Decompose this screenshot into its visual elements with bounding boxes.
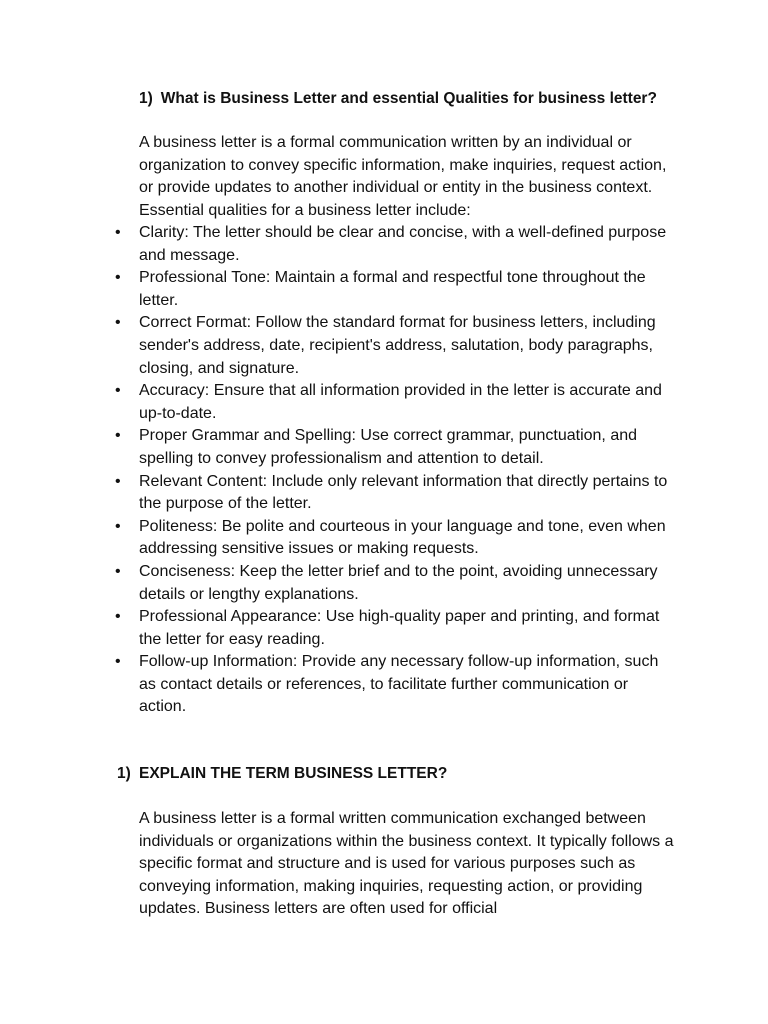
business-letter-intro: A business letter is a formal communication written by an individual or organization to convey specific information, make inquiries, request action, or provide updates to another individual or entity in the business context. Essential qualities for a business letter include:: [139, 134, 667, 219]
question-2-heading: [117, 763, 447, 785]
list-item: • Accuracy: Ensure that all information provided in the letter is accurate and up-to-date.: [139, 380, 679, 425]
question-2-number: 1): [117, 765, 131, 782]
list-item: • Professional Appearance: Use high-quality paper and printing, and format the letter for easy reading.: [139, 606, 679, 651]
list-item: • Follow-up Information: Provide any necessary follow-up information, such as contact details or references, to facilitate further communication or action.: [139, 651, 679, 719]
question-2-title: EXPLAIN THE TERM BUSINESS LETTER: [139, 765, 438, 782]
qualities-list: [139, 222, 679, 719]
question-1-heading: [139, 88, 657, 110]
question-1-number: 1): [139, 90, 153, 107]
list-item: • Conciseness: Keep the letter brief and to the point, avoiding unnecessary details or lengthy explanations.: [139, 561, 679, 606]
question-2-suffix: ?: [437, 765, 448, 782]
list-item: • Clarity: The letter should be clear and concise, with a well-defined purpose and message.: [139, 222, 679, 267]
question-1-text: What is Business Letter and essential Qualities for business letter?: [160, 90, 657, 107]
list-item: • Politeness: Be polite and courteous in your language and tone, even when addressing sensitive issues or making requests.: [139, 516, 679, 561]
list-item: • Professional Tone: Maintain a formal and respectful tone throughout the letter.: [139, 267, 679, 312]
list-item: • Correct Format: Follow the standard format for business letters, including sender's address, date, recipient's address, salutation, body paragraphs, closing, and signature.: [139, 312, 679, 380]
list-item: • Relevant Content: Include only relevant information that directly pertains to the purpose of the letter.: [139, 471, 679, 516]
list-item: • Proper Grammar and Spelling: Use correct grammar, punctuation, and spelling to convey professionalism and attention to detail.: [139, 425, 679, 470]
business-letter-definition: A business letter is a formal written communication exchanged between individuals or organizations within the business context. It typically follows a specific format and structure and is used for various purposes such as conveying information, making inquiries, requesting action, or providing updates. Business letters are often used for official: [139, 810, 674, 918]
